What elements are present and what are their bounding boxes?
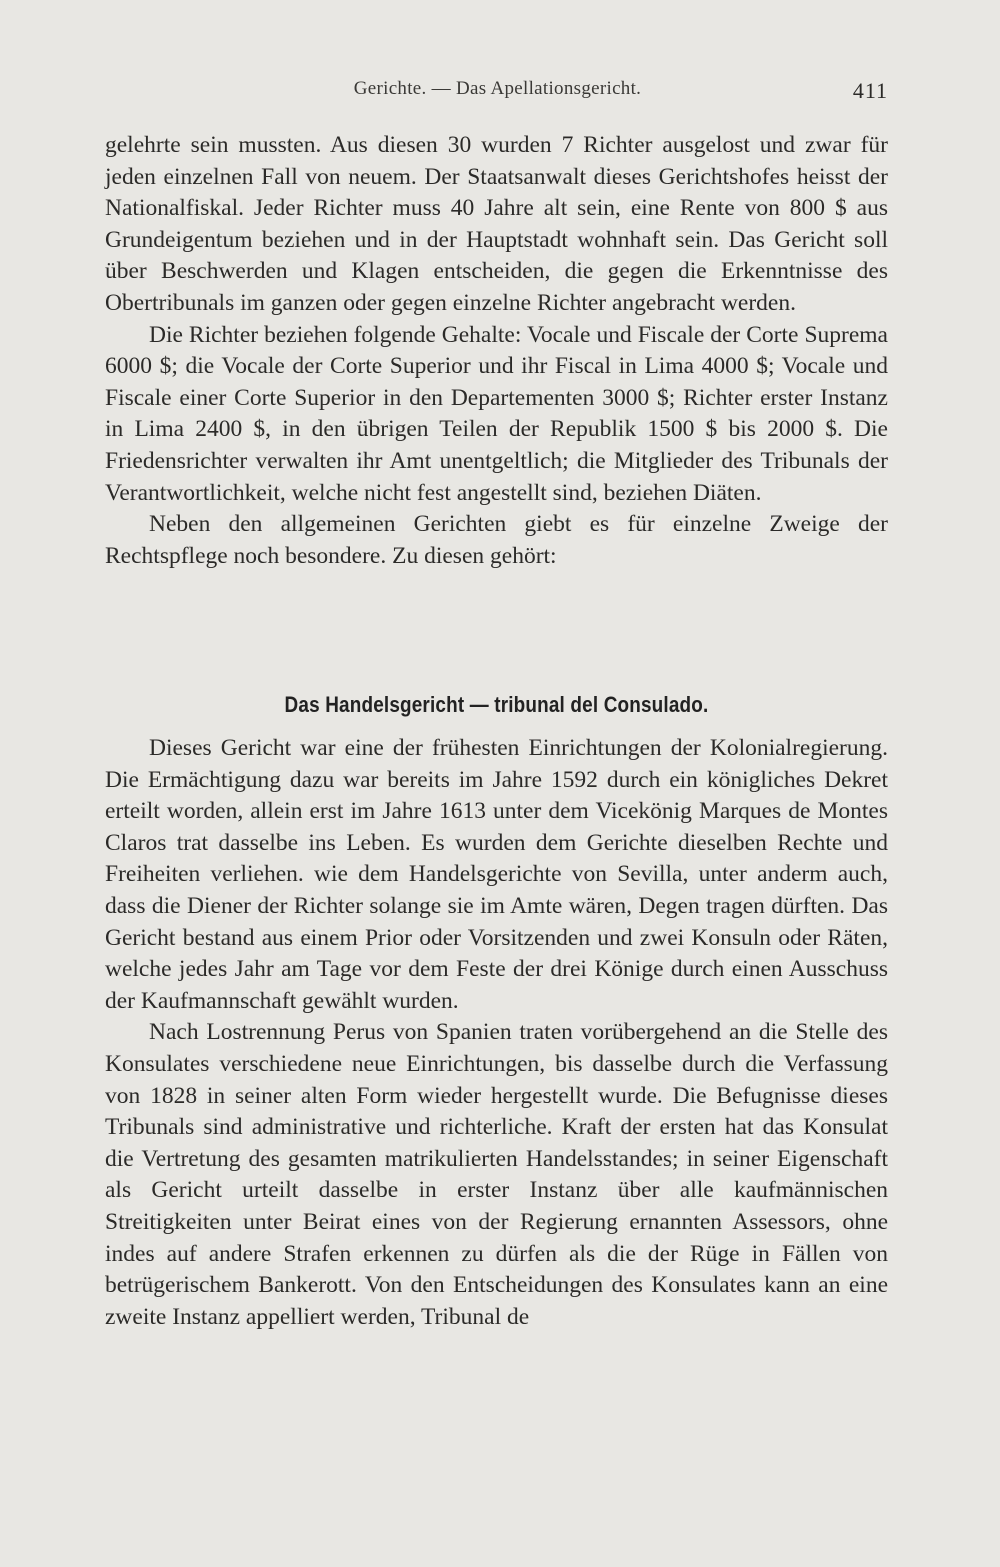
running-head: Gerichte. — Das Apellationsgericht.: [353, 78, 642, 99]
page-header: [105, 78, 890, 110]
paragraph-powers: Nach Lostrennung Perus von Spanien traten vorübergehend an die Stelle des Konsulates verschiedene neue Einrichtungen, bis dasselbe durch die Verfassung von 1828 in seiner alten Form wieder hergestellt wurde. Die Befugnisse dieses Tribunals sind administrative und richterliche. Kraft der ersten hat das Konsulat die Vertretung des gesamten matrikulierten Handelsstandes; in seiner Eigenschaft als Gericht urteilt dasselbe in erster Instanz über alle kaufmännischen Streitigkeiten unter Beirat eines von der Regierung ernannten Assessors, ohne indes auf andere Strafen erkennen zu dürfen als die der Rüge in Fällen von betrügerischem Bankerott. Von den Entscheidungen des Konsulates kann an eine zweite Instanz appelliert werden, Tribunal de: [105, 1019, 888, 1330]
paragraph-salaries: Die Richter beziehen folgende Gehalte: Vocale und Fiscale der Corte Suprema 6000 $; die Vocale der Corte Superior und ihr Fiscal in Lima 4000 $; Vocale und Fiscale einer Corte Superior in den Departementen 3000 $; Richter erster Instanz in Lima 2400 $, in den übrigen Teilen der Republik 1500 $ bis 2000 $. Die Friedensrichter verwalten ihr Amt unentgeltlich; die Mitglieder des Tribunals der Verantwortlichkeit, welche nicht fest angestellt sind, beziehen Diäten.: [105, 321, 888, 506]
body-text-top: [105, 130, 888, 572]
paragraph-history: Dieses Gericht war eine der frühesten Einrichtungen der Kolonialregierung. Die Ermächtigung dazu war bereits im Jahre 1592 durch ein königliches Dekret erteilt worden, allein erst im Jahre 1613 unter dem Vicekönig Marques de Montes Claros trat dasselbe ins Leben. Es wurden dem Gerichte dieselben Rechte und Freiheiten verliehen. wie dem Handelsgerichte von Sevilla, unter anderm auch, dass die Diener der Richter solange sie im Amte wären, Degen tragen dürften. Das Gericht bestand aus einem Prior oder Vorsitzenden und zwei Konsuln oder Räten, welche jedes Jahr am Tage vor dem Feste der drei Könige durch einen Ausschuss der Kaufmannschaft gewählt wurden.: [105, 735, 888, 1014]
paragraph-special-courts: Neben den allgemeinen Gerichten giebt es für einzelne Zweige der Rechtspflege noch besondere. Zu diesen gehört:: [105, 511, 888, 569]
body-text-bottom: [105, 733, 888, 1333]
section-heading: Das Handelsgericht — tribunal del Consulado.: [284, 692, 709, 717]
paragraph-continuation: gelehrte sein mussten. Aus diesen 30 wurden 7 Richter ausgelost und zwar für jeden einzelnen Fall von neuem. Der Staatsanwalt dieses Gerichtshofes heisst der Nationalfiskal. Jeder Richter muss 40 Jahre alt sein, eine Rente von 800 $ aus Grundeigentum beziehen und in der Hauptstadt wohnhaft sein. Das Gericht soll über Beschwerden und Klagen entscheiden, die gegen die Erkenntnisse des Obertribunals im ganzen oder gegen einzelne Richter angebracht werden.: [105, 132, 888, 316]
page-number: 411: [852, 78, 888, 103]
